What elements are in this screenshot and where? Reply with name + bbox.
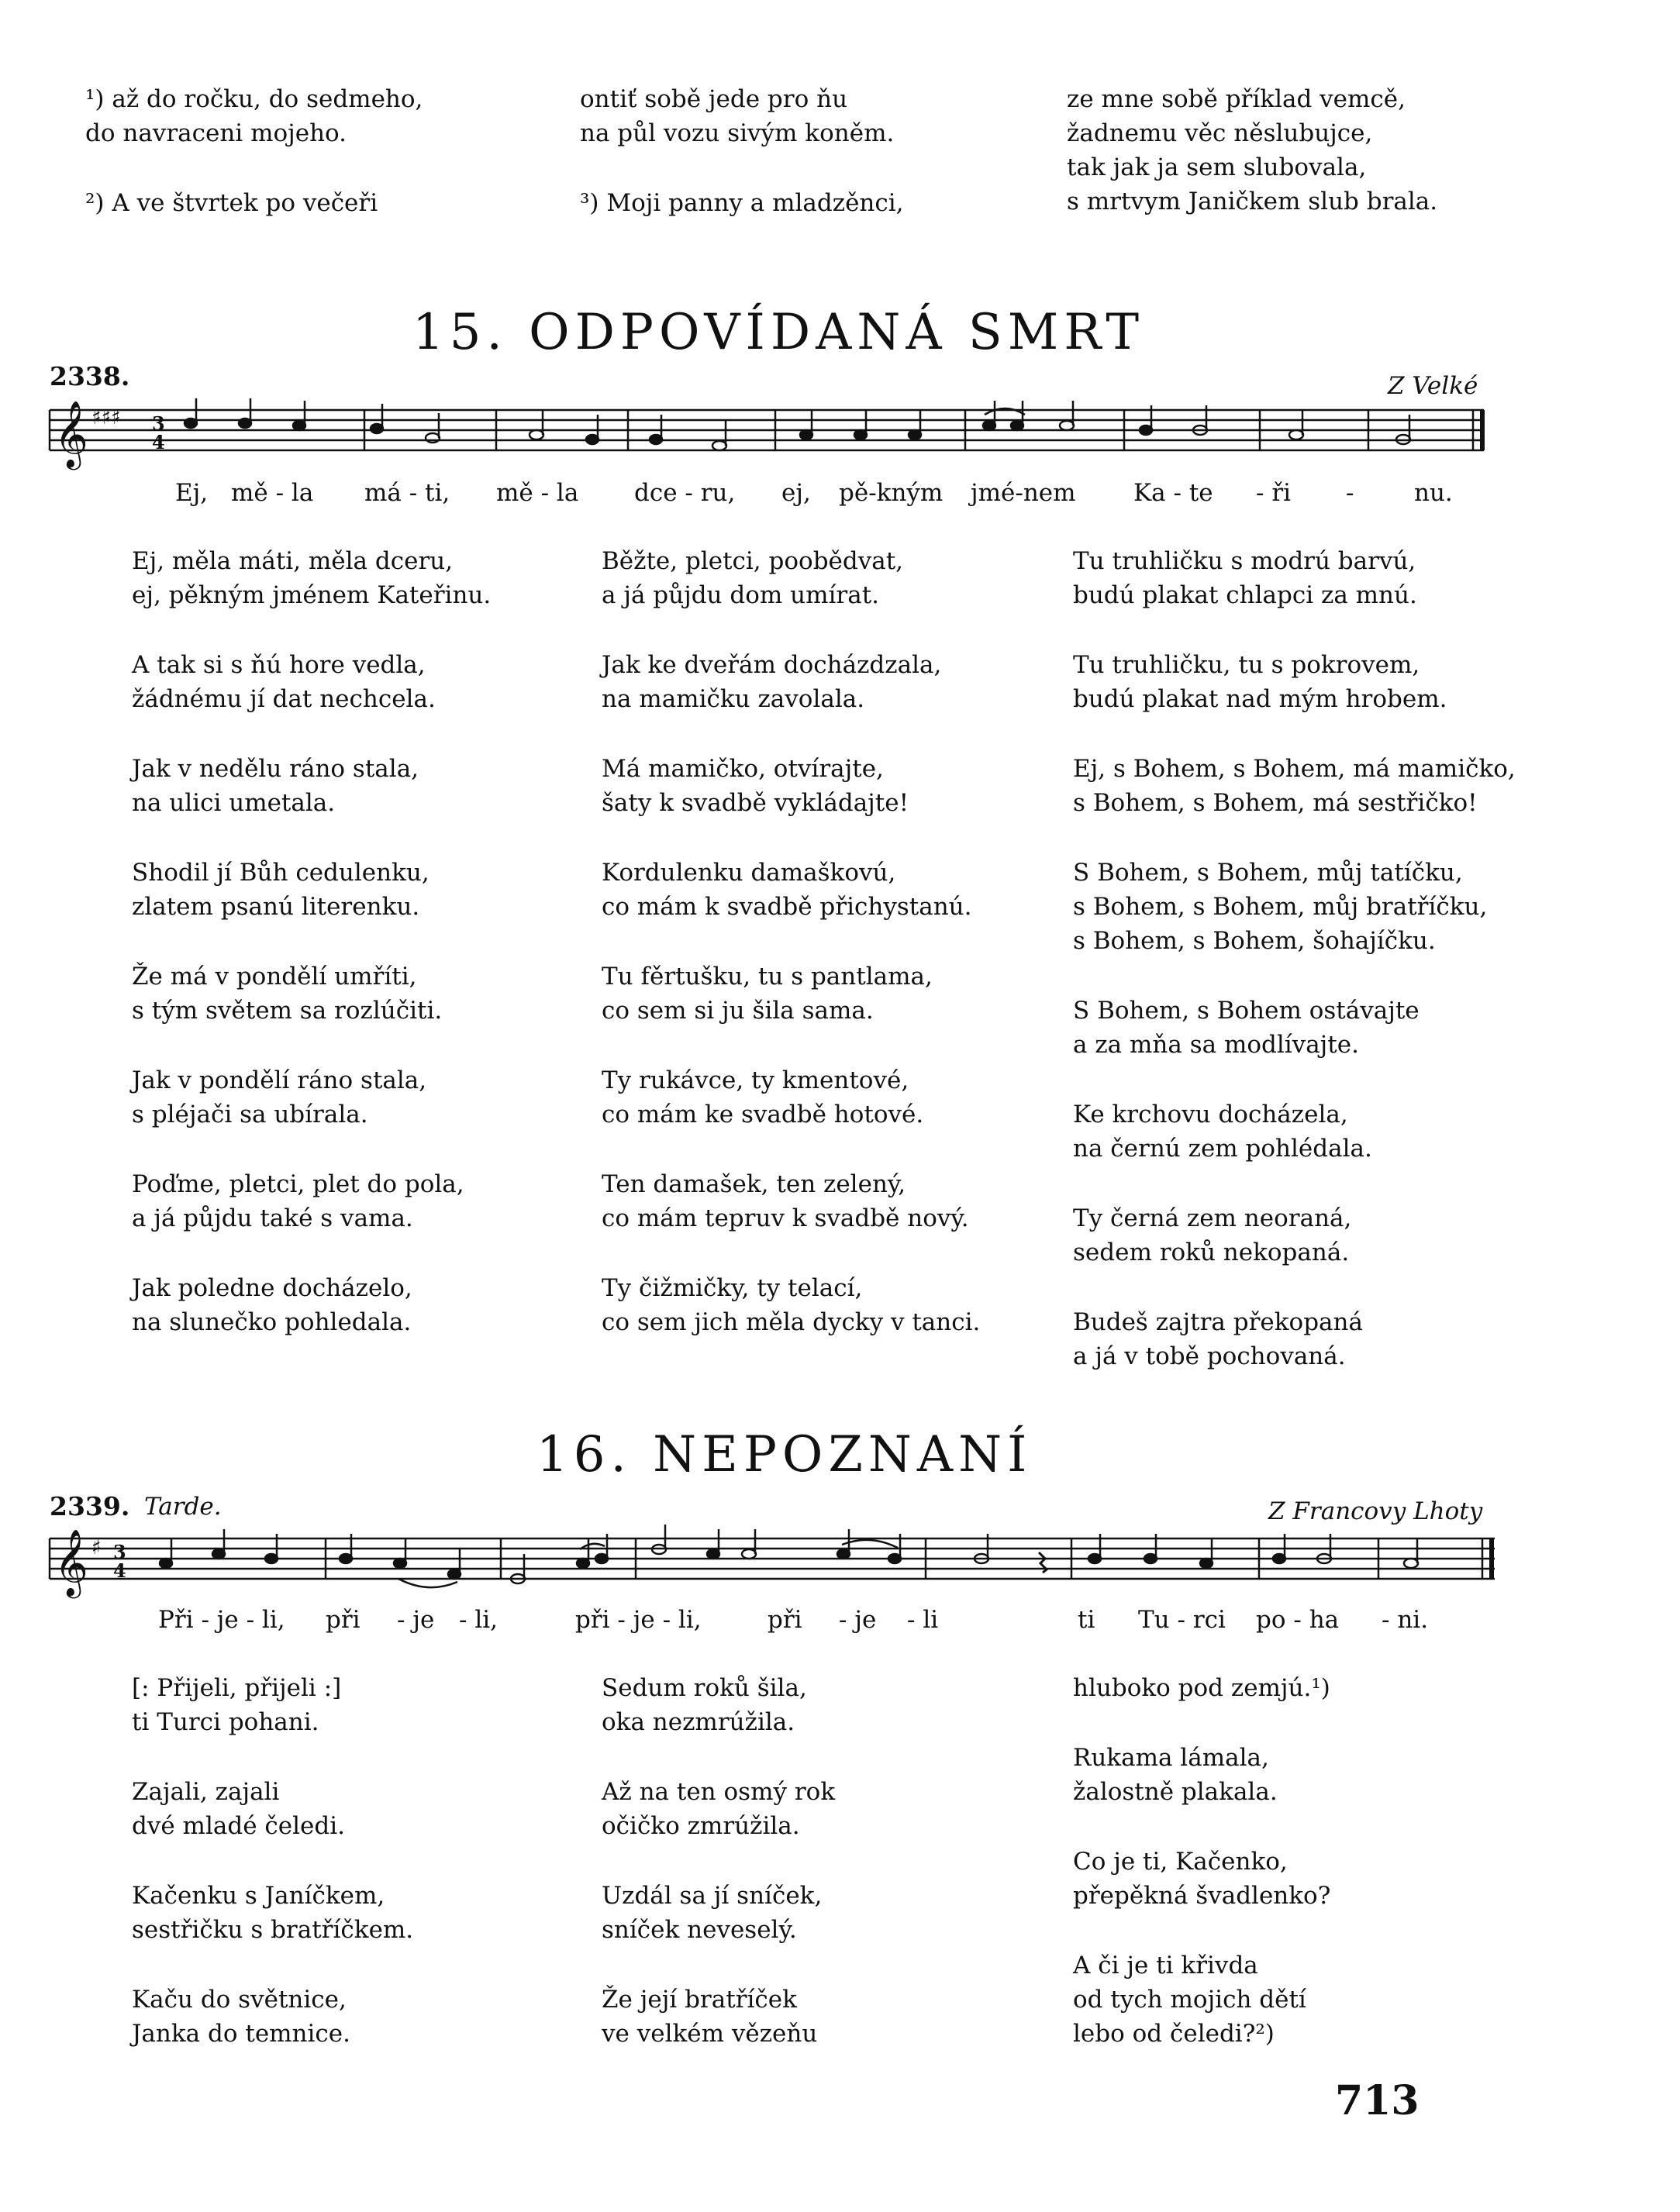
- song-15-verses-column-3: [1073, 544, 1516, 1409]
- verse-line: co mám k svadbě přichystanú.: [602, 893, 972, 921]
- lyric-syllable: Při - je - li,: [158, 1606, 285, 1634]
- verse-line: s mrtvym Janičkem slub brala.: [1067, 188, 1438, 215]
- verse-line: Uzdál sa jí sníček,: [602, 1882, 823, 1910]
- song-16-title: 16. NEPOZNANÍ: [536, 1426, 1033, 1483]
- stanza: [602, 1167, 980, 1235]
- verse-line: žádnému jí dat nechcela.: [132, 685, 436, 713]
- verse-line: Jak ke dveřám docházdzala,: [602, 651, 942, 679]
- verse-line: a já v tobě pochovaná.: [1073, 1342, 1346, 1370]
- song-16-verses-column-2: [602, 1671, 835, 2086]
- svg-text:3: 3: [152, 412, 165, 435]
- lyric-syllable: při: [768, 1606, 802, 1634]
- verse-line: a já půjdu také s vama.: [132, 1204, 413, 1232]
- stanza: [1073, 1741, 1330, 1809]
- page-number: 713: [1335, 2077, 1420, 2124]
- verse-line: Budeš zajtra překopaná: [1073, 1308, 1363, 1336]
- verse-line: lebo od čeledi?²): [1073, 2020, 1275, 2048]
- verse-line: Až na ten osmý rok: [602, 1778, 836, 1806]
- stanza: [602, 648, 980, 716]
- stanza: [1073, 1948, 1330, 2051]
- stanza: [132, 1063, 491, 1132]
- lyric-syllable: pě-kným: [839, 479, 943, 507]
- lyric-syllable: při - je - li,: [575, 1606, 702, 1634]
- stanza: [1073, 1671, 1330, 1705]
- verse-line: Že její bratříček: [602, 1986, 797, 2014]
- stanza: [132, 1271, 491, 1339]
- verse-line: ti Turci pohani.: [132, 1708, 319, 1736]
- verse-line: ³) Moji panny a mladzěnci,: [580, 189, 904, 217]
- song-15-verses-column-2: [602, 544, 980, 1375]
- verse-line: Že má v pondělí umříti,: [132, 963, 417, 991]
- stanza: [132, 1775, 413, 1843]
- verse-line: s Bohem, s Bohem, můj bratříčku,: [1073, 893, 1488, 921]
- stanza: [602, 1775, 835, 1843]
- song-16-verses-column-1: [132, 1671, 413, 2086]
- verse-line: Rukama lámala,: [1073, 1744, 1269, 1772]
- lyric-syllable: - ři: [1256, 479, 1292, 507]
- stanza: [602, 960, 980, 1028]
- svg-text:𝄞: 𝄞: [54, 401, 88, 467]
- lyric-syllable: nu.: [1414, 479, 1453, 507]
- verse-line: dvé mladé čeledi.: [132, 1812, 345, 1840]
- verse-line: Jak v pondělí ráno stala,: [132, 1066, 427, 1094]
- stanza: [602, 752, 980, 820]
- verse-line: S Bohem, s Bohem ostávajte: [1073, 997, 1420, 1025]
- verse-line: Běžte, pletci, poobědvat,: [602, 547, 904, 575]
- lyric-syllable: po - ha: [1256, 1606, 1340, 1634]
- lyric-syllable: jmé-nem: [971, 479, 1076, 507]
- verse-line: S Bohem, s Bohem, můj tatíčku,: [1073, 859, 1463, 887]
- verse-line: budú plakat nad mým hrobem.: [1073, 685, 1447, 713]
- stanza: [85, 186, 423, 220]
- verse-line: ²) A ve štvrtek po večeři: [85, 189, 378, 217]
- stanza: [132, 648, 491, 716]
- stanza: [1073, 1201, 1516, 1270]
- verse-line: Jak poledne docházelo,: [132, 1274, 412, 1302]
- verse-line: Ej, s Bohem, s Bohem, má mamičko,: [1073, 755, 1516, 783]
- verse-line: ej, pěkným jménem Kateřinu.: [132, 581, 492, 609]
- verse-line: oka nezmrúžila.: [602, 1708, 795, 1736]
- verse-line: Ty čižmičky, ty telací,: [602, 1274, 863, 1302]
- stanza: [1073, 1305, 1516, 1373]
- verse-line: Ty rukávce, ty kmentové,: [602, 1066, 909, 1094]
- verse-line: sníček neveselý.: [602, 1916, 797, 1944]
- svg-text:♯♯♯: ♯♯♯: [91, 406, 121, 429]
- stanza: [602, 1983, 835, 2051]
- footnote-column-1: [85, 82, 423, 256]
- verse-line: ve velkém vězeňu: [602, 2020, 818, 2048]
- verse-line: od tych mojich dětí: [1073, 1986, 1306, 2014]
- verse-line: ¹) až do ročku, do sedmeho,: [85, 85, 423, 113]
- verse-line: tak jak ja sem slubovala,: [1067, 153, 1367, 181]
- verse-line: Zajali, zajali: [132, 1778, 280, 1806]
- svg-text:4: 4: [113, 1559, 126, 1582]
- stanza: [1073, 1845, 1330, 1913]
- verse-line: na půl vozu sivým koněm.: [580, 119, 895, 147]
- verse-line: na mamičku zavolala.: [602, 685, 865, 713]
- verse-line: hluboko pod zemjú.¹): [1073, 1674, 1330, 1702]
- verse-line: do navraceni mojeho.: [85, 119, 347, 147]
- stanza: [132, 1671, 413, 1739]
- song-15-number: 2338.: [50, 361, 130, 391]
- song-16-verses-column-3: [1073, 1671, 1330, 2086]
- stanza: [85, 82, 423, 150]
- verse-line: na ulici umetala.: [132, 789, 336, 817]
- lyric-syllable: - je: [397, 1606, 435, 1634]
- stanza: [1073, 994, 1516, 1062]
- song-16-number: 2339.: [50, 1491, 130, 1521]
- verse-line: s pléjači sa ubírala.: [132, 1101, 368, 1128]
- verse-line: [: Přijeli, přijeli :]: [132, 1674, 342, 1702]
- svg-text:𝄞: 𝄞: [54, 1529, 88, 1596]
- verse-line: A tak si s ňú hore vedla,: [132, 651, 426, 679]
- verse-line: Tu truhličku, tu s pokrovem,: [1073, 651, 1420, 679]
- verse-line: Sedum roků šila,: [602, 1674, 807, 1702]
- verse-line: Ten damašek, ten zelený,: [602, 1170, 906, 1198]
- lyric-syllable: má - ti,: [364, 479, 450, 507]
- lyric-syllable: - ni.: [1382, 1606, 1429, 1634]
- song-15-title: 15. ODPOVÍDANÁ SMRT: [412, 304, 1145, 361]
- verse-line: co mám tepruv k svadbě nový.: [602, 1204, 969, 1232]
- footnote-column-3: [1067, 82, 1437, 254]
- lyric-syllable: mě - la: [496, 479, 579, 507]
- verse-line: Ej, měla máti, měla dceru,: [132, 547, 454, 575]
- lyric-syllable: - li: [907, 1606, 939, 1634]
- verse-line: zlatem psanú literenku.: [132, 893, 420, 921]
- stanza: [1073, 648, 1516, 716]
- verse-line: Má mamičko, otvírajte,: [602, 755, 884, 783]
- stanza: [1073, 752, 1516, 820]
- lyric-syllable: ti: [1078, 1606, 1095, 1634]
- verse-line: Kaču do světnice,: [132, 1986, 347, 2014]
- verse-line: na slunečko pohledala.: [132, 1308, 412, 1336]
- lyric-syllable: - je: [839, 1606, 877, 1634]
- stanza: [602, 856, 980, 924]
- verse-line: Shodil jí Bůh cedulenku,: [132, 859, 429, 887]
- verse-line: Kačenku s Janíčkem,: [132, 1882, 385, 1910]
- stanza: [1067, 82, 1437, 219]
- lyric-syllable: mě - la: [231, 479, 314, 507]
- lyric-syllable: Ka - te: [1133, 479, 1213, 507]
- lyric-syllable: ej,: [781, 479, 811, 507]
- verse-line: Kordulenku damaškovú,: [602, 859, 896, 887]
- svg-text:4: 4: [152, 431, 165, 453]
- verse-line: Co je ti, Kačenko,: [1073, 1848, 1288, 1876]
- lyric-syllable: -: [1346, 479, 1354, 507]
- verse-line: přepěkná švadlenko?: [1073, 1882, 1331, 1910]
- stanza: [580, 82, 904, 150]
- verse-line: a já půjdu dom umírat.: [602, 581, 880, 609]
- verse-line: a za mňa sa modlívajte.: [1073, 1031, 1359, 1059]
- verse-line: Jak v nedělu ráno stala,: [132, 755, 419, 783]
- verse-line: Tu fěrtušku, tu s pantlama,: [602, 963, 933, 991]
- footnote-column-2: [580, 82, 904, 256]
- stanza: [602, 1879, 835, 1947]
- lyric-syllable: při: [326, 1606, 360, 1634]
- song-16-origin: Z Francovy Lhoty: [1268, 1497, 1483, 1525]
- song-16-lyrics: [0, 1606, 1680, 1637]
- verse-line: co mám ke svadbě hotové.: [602, 1101, 924, 1128]
- verse-line: žadnemu věc něslubujce,: [1067, 119, 1373, 147]
- stanza: [132, 1983, 413, 2051]
- lyric-syllable: Tu - rci: [1138, 1606, 1226, 1634]
- verse-line: žalostně plakala.: [1073, 1778, 1278, 1806]
- stanza: [132, 544, 491, 612]
- stanza: [1073, 544, 1516, 612]
- verse-line: co sem jich měla dycky v tanci.: [602, 1308, 981, 1336]
- verse-line: sestřičku s bratříčkem.: [132, 1916, 414, 1944]
- stanza: [1073, 856, 1516, 958]
- verse-line: A či je ti křivda: [1073, 1952, 1258, 1979]
- svg-text:3: 3: [113, 1541, 126, 1563]
- verse-line: Janka do temnice.: [132, 2020, 350, 2048]
- stanza: [602, 1671, 835, 1739]
- verse-line: Poďme, pletci, plet do pola,: [132, 1170, 464, 1198]
- song-15-staff: [0, 391, 1680, 484]
- lyric-syllable: - li,: [459, 1606, 498, 1634]
- verse-line: budú plakat chlapci za mnú.: [1073, 581, 1417, 609]
- song-16-staff: [0, 1515, 1680, 1608]
- verse-line: s Bohem, s Bohem, má sestřičko!: [1073, 789, 1478, 817]
- verse-line: Tu truhličku s modrú barvú,: [1073, 547, 1416, 575]
- stanza: [132, 1879, 413, 1947]
- stanza: [602, 544, 980, 612]
- verse-line: šaty k svadbě vykládajte!: [602, 789, 909, 817]
- verse-line: ontiť sobě jede pro ňu: [580, 85, 848, 113]
- verse-line: Ty černá zem neoraná,: [1073, 1204, 1352, 1232]
- verse-line: ze mne sobě příklad vemcě,: [1067, 85, 1406, 113]
- svg-text:♯: ♯: [91, 1536, 102, 1559]
- song-15-verses-column-1: [132, 544, 491, 1375]
- lyric-syllable: dce - ru,: [634, 479, 736, 507]
- stanza: [580, 186, 904, 220]
- stanza: [602, 1063, 980, 1132]
- stanza: [1073, 1097, 1516, 1166]
- verse-line: na černú zem pohlédala.: [1073, 1135, 1372, 1163]
- song-15-lyrics: [0, 479, 1680, 510]
- verse-line: s tým světem sa rozlúčiti.: [132, 997, 443, 1025]
- verse-line: s Bohem, s Bohem, šohajíčku.: [1073, 927, 1436, 955]
- verse-line: Ke krchovu docházela,: [1073, 1101, 1348, 1128]
- song-16-tempo: Tarde.: [144, 1493, 222, 1521]
- stanza: [132, 856, 491, 924]
- stanza: [602, 1271, 980, 1339]
- verse-line: sedem roků nekopaná.: [1073, 1239, 1350, 1266]
- stanza: [132, 752, 491, 820]
- stanza: [132, 960, 491, 1028]
- song-15-origin: Z Velké: [1388, 372, 1478, 400]
- verse-line: co sem si ju šila sama.: [602, 997, 874, 1025]
- stanza: [132, 1167, 491, 1235]
- lyric-syllable: Ej,: [175, 479, 209, 507]
- verse-line: očičko zmrúžila.: [602, 1812, 800, 1840]
